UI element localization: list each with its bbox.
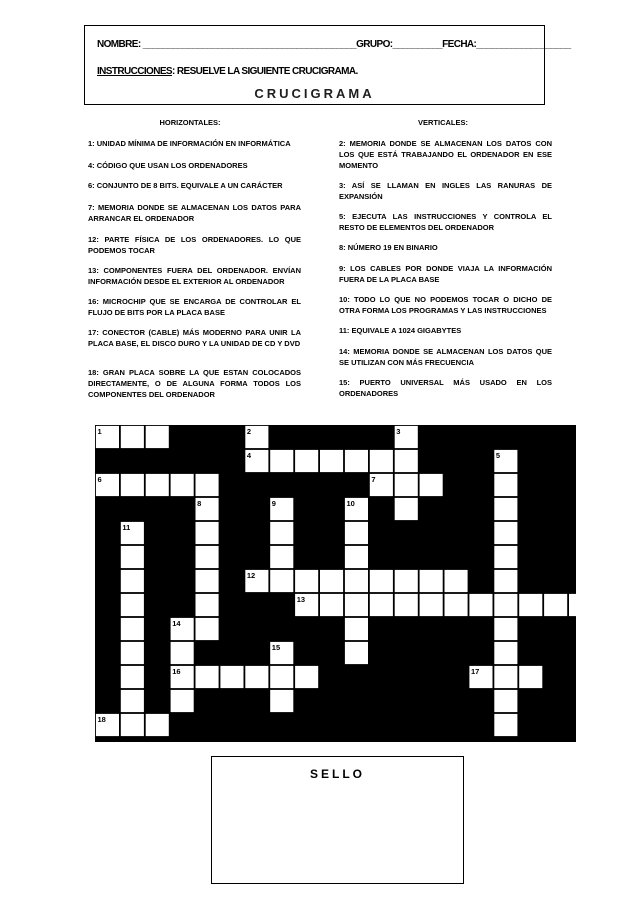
clue-number: 5: [495, 451, 501, 460]
crossword-cell[interactable]: [220, 666, 243, 688]
clue-number: 11: [122, 523, 131, 532]
clue-v2: 2: MEMORIA DONDE SE ALMACENAN LOS DATOS CON LOS QUE ESTÁ TRABAJANDO EL ORDENADOR EN ESE MOMENTO: [339, 139, 552, 170]
crossword-cell[interactable]: [420, 474, 443, 496]
crossword-cell[interactable]: [494, 570, 517, 592]
crossword-cell[interactable]: [171, 690, 194, 712]
crossword-cell[interactable]: [121, 594, 144, 616]
clue-number: 18: [97, 715, 106, 724]
crossword-cell[interactable]: [569, 594, 576, 616]
crossword-cell[interactable]: [121, 618, 144, 640]
crossword-cell[interactable]: [345, 522, 368, 544]
crossword-cell[interactable]: [445, 594, 468, 616]
clue-v3: 3: ASÍ SE LLAMAN EN INGLES LAS RANURAS DE EXPANSIÓN: [339, 181, 552, 201]
crossword-cell[interactable]: [395, 594, 418, 616]
crossword-cell[interactable]: [146, 714, 169, 736]
crossword-cell[interactable]: [320, 450, 343, 472]
clue-number: 13: [296, 595, 306, 604]
clue-v11: 11: EQUIVALE A 1024 GIGABYTES: [339, 326, 462, 335]
clue-number: 2: [246, 427, 252, 436]
crossword-cell[interactable]: [395, 474, 418, 496]
crossword-cell[interactable]: [146, 474, 169, 496]
clue-h6: 6: CONJUNTO DE 8 BITS. EQUIVALE A UN CARÁCTER: [88, 181, 283, 190]
crossword-cell[interactable]: [196, 666, 219, 688]
clue-number: 9: [271, 499, 276, 508]
crossword-cell[interactable]: [196, 474, 219, 496]
stamp-label: SELLO: [309, 767, 365, 781]
clue-number: 15: [271, 643, 281, 652]
crossword-cell[interactable]: [445, 570, 468, 592]
crossword-cell[interactable]: [146, 426, 169, 448]
clue-number: 8: [197, 499, 202, 508]
instructions-line: [97, 66, 358, 77]
header-box: [84, 25, 571, 105]
crossword-cell[interactable]: [494, 498, 517, 520]
crossword-cell[interactable]: [469, 594, 492, 616]
clue-number: 7: [371, 475, 376, 484]
clue-v15: 15: PUERTO UNIVERSAL MÁS USADO EN LOS ORDENADORES: [339, 378, 552, 398]
clue-h1: 1: UNIDAD MÍNIMA DE INFORMACIÓN EN INFORMÁTICA: [88, 139, 291, 148]
clue-number: 10: [346, 499, 355, 508]
clue-h16: 16: MICROCHIP QUE SE ENCARGA DE CONTROLAR EL FLUJO DE BITS POR LA PLACA BASE: [88, 297, 301, 317]
crossword-cell[interactable]: [270, 522, 293, 544]
crossword-cell[interactable]: [121, 570, 144, 592]
crossword-cell[interactable]: [196, 618, 219, 640]
crossword-cell[interactable]: [171, 642, 194, 664]
crossword-cell[interactable]: [370, 570, 393, 592]
clue-v10: 10: TODO LO QUE NO PODEMOS TOCAR O DICHO DE OTRA FORMA LOS PROGRAMAS Y LAS INSTRUCCIONES: [339, 295, 552, 315]
crossword-cell[interactable]: [494, 618, 517, 640]
crossword-cell[interactable]: [494, 594, 517, 616]
clue-number: 14: [172, 619, 181, 628]
crossword-cell[interactable]: [196, 522, 219, 544]
crossword-cell[interactable]: [395, 498, 418, 520]
crossword-cell[interactable]: [270, 690, 293, 712]
clue-v9: 9: LOS CABLES POR DONDE VIAJA LA INFORMACIÓN FUERA DE LA PLACA BASE: [339, 264, 552, 284]
crossword-cell[interactable]: [370, 594, 393, 616]
clue-h12: 12: PARTE FÍSICA DE LOS ORDENADORES. LO QUE PODEMOS TOCAR: [88, 235, 301, 255]
crossword-cell[interactable]: [121, 666, 144, 688]
clue-number: 6: [97, 475, 102, 484]
clue-h4: 4: CÓDIGO QUE USAN LOS ORDENADORES: [88, 161, 248, 170]
crossword-svg: [95, 425, 576, 742]
clue-number: 1: [97, 427, 102, 436]
crossword-cell[interactable]: [345, 450, 368, 472]
name-group-date-line: NOMBRE: ___________________________________________GRUPO:__________FECHA:___________________: [97, 39, 571, 50]
crossword-cell[interactable]: [245, 666, 268, 688]
clue-v14: 14: MEMORIA DONDE SE ALMACENAN LOS DATOS QUE SE UTILIZAN CON MÁS FRECUENCIA: [339, 347, 552, 367]
crossword-cell[interactable]: [494, 714, 517, 736]
instructions-label: INSTRUCCIONES: [97, 66, 172, 77]
crossword-cell[interactable]: [519, 594, 542, 616]
crossword-cell[interactable]: [395, 570, 418, 592]
crossword-cell[interactable]: [196, 594, 219, 616]
crossword-cell[interactable]: [345, 594, 368, 616]
clue-h17: 17: CONECTOR (CABLE) MÁS MODERNO PARA UNIR LA PLACA BASE, EL DISCO DURO Y LA UNIDAD DE CD Y DVD: [88, 328, 301, 348]
crossword-cell[interactable]: [295, 666, 318, 688]
clue-h18: 18: GRAN PLACA SOBRE LA QUE ESTAN COLOCADOS DIRECTAMENTE, O DE ALGUNA FORMA TODOS LOS COMPONENTES DEL ORDENADOR: [88, 368, 301, 399]
crossword-cell[interactable]: [494, 546, 517, 568]
crossword-cell[interactable]: [320, 594, 343, 616]
clue-v5: 5: EJECUTA LAS INSTRUCCIONES Y CONTROLA EL RESTO DE ELEMENTOS DEL ORDENADOR: [339, 212, 552, 232]
crossword-cell[interactable]: [544, 594, 567, 616]
clue-number: 17: [471, 667, 480, 676]
clue-number: 12: [246, 571, 256, 580]
clue-number: 3: [396, 427, 401, 436]
crossword-cell[interactable]: [395, 450, 418, 472]
clue-v8: 8: NÚMERO 19 EN BINARIO: [339, 243, 438, 252]
crossword-cell[interactable]: [171, 474, 194, 496]
crossword-cell[interactable]: [121, 642, 144, 664]
instructions-text: : RESUELVE LA SIGUIENTE CRUCIGRAMA.: [171, 66, 358, 77]
crossword-cell[interactable]: [494, 642, 517, 664]
crossword-cell[interactable]: [494, 522, 517, 544]
horizontales-heading: HORIZONTALES:: [159, 118, 221, 127]
crossword-cell[interactable]: [196, 570, 219, 592]
crossword-grid: [95, 425, 576, 742]
crossword-cell[interactable]: [121, 474, 144, 496]
crossword-cell[interactable]: [494, 690, 517, 712]
crossword-cell[interactable]: [345, 546, 368, 568]
verticales-heading: VERTICALES:: [417, 118, 468, 127]
clue-h7: 7: MEMORIA DONDE SE ALMACENAN LOS DATOS PARA ARRANCAR EL ORDENADOR: [88, 203, 301, 223]
crossword-cell[interactable]: [196, 546, 219, 568]
crossword-cell[interactable]: [345, 618, 368, 640]
crossword-cell[interactable]: [494, 666, 517, 688]
clue-h13: 13: COMPONENTES FUERA DEL ORDENADOR. ENVÍAN INFORMACIÓN DESDE EL EXTERIOR AL ORDENADOR: [88, 266, 301, 286]
crossword-cell[interactable]: [345, 642, 368, 664]
crossword-cell[interactable]: [295, 570, 318, 592]
crossword-cell[interactable]: [494, 474, 517, 496]
page-title: CRUCIGRAMA: [254, 86, 375, 101]
crossword-cell[interactable]: [270, 546, 293, 568]
crossword-cell[interactable]: [121, 426, 144, 448]
crossword-cell[interactable]: [270, 450, 293, 472]
crossword-cell[interactable]: [295, 450, 318, 472]
crossword-cell[interactable]: [121, 690, 144, 712]
crossword-cell[interactable]: [345, 570, 368, 592]
crossword-cell[interactable]: [370, 450, 393, 472]
crossword-cell[interactable]: [320, 570, 343, 592]
crossword-cell[interactable]: [519, 666, 542, 688]
crossword-cell[interactable]: [420, 594, 443, 616]
clue-number: 16: [172, 667, 181, 676]
stamp-box: [211, 756, 464, 884]
crossword-cell[interactable]: [121, 546, 144, 568]
crossword-cell[interactable]: [121, 714, 144, 736]
crossword-cell[interactable]: [420, 570, 443, 592]
crossword-cell[interactable]: [270, 666, 293, 688]
crossword-cell[interactable]: [270, 570, 293, 592]
clue-number: 4: [246, 451, 252, 460]
